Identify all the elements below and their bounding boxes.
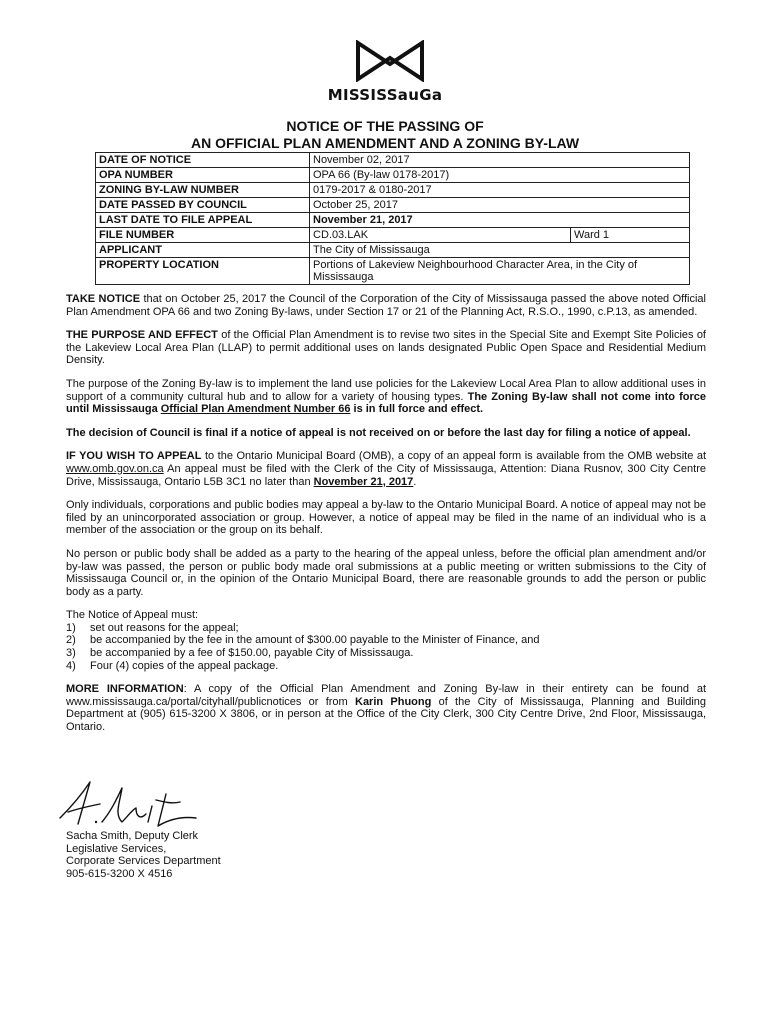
row-label: LAST DATE TO FILE APPEAL: [96, 213, 310, 228]
row-label: ZONING BY-LAW NUMBER: [96, 183, 310, 198]
opa-reference: Official Plan Amendment Number 66: [160, 403, 351, 416]
paragraph-text: that on October 25, 2017 the Council of the Corporation of the City of Mississauga passed the above noted Official Plan Amendment OPA 66 and two Zoning By-laws, under Section 17 or 21 of the Planning Act, R.S.O., 1990, c.P.13, as amended.: [66, 293, 706, 318]
row-label: DATE PASSED BY COUNCIL: [96, 198, 310, 213]
omb-website-link[interactable]: www.omb.gov.on.ca: [66, 462, 164, 475]
party-paragraph: [66, 548, 706, 598]
bold-text: The decision of Council is final if a notice of appeal is not received on or before the last day for filing a notice of appeal.: [66, 426, 691, 439]
paragraph-text: to the Ontario Municipal Board (OMB), a copy of an appeal form is available from the OMB website at: [201, 450, 706, 463]
row-value: 0179-2017 & 0180-2017: [310, 183, 690, 198]
appeal-paragraph: [66, 450, 706, 488]
bold-text: The Zoning By-law shall not come into force until Mississauga: [66, 390, 706, 416]
paragraph-text: No person or public body shall be added as a party to the hearing of the appeal unless, before the official plan amendment and/or by-law was passed, the person or public body made oral submissions at a public meeting or written submissions to the City of Mississauga Council or, in the opinion of the Ontario Municipal Board, there are reasonable grounds to add the person or public body as a party.: [66, 547, 706, 598]
table-row: [96, 183, 690, 198]
list-text: be accompanied by a fee of $150.00, payable City of Mississauga.: [90, 647, 414, 660]
appeal-deadline: November 21, 2017: [313, 475, 414, 488]
paragraph-text: The purpose of the Zoning By-law is to implement the land use policies for the Lakeview Local Area Plan to allow additional uses in support of a community cultural hub and to allow for a variety of housing types.: [66, 377, 706, 403]
notice-info-table: [95, 152, 690, 285]
row-label: DATE OF NOTICE: [96, 153, 310, 168]
row-value: The City of Mississauga: [310, 243, 690, 258]
list-item: [66, 660, 706, 673]
row-value: October 25, 2017: [310, 198, 690, 213]
signer-phone: 905-615-3200 X 4516: [66, 867, 173, 880]
list-text: be accompanied by the fee in the amount of $300.00 payable to the Minister of Finance, and: [90, 634, 540, 647]
signer-division: Corporate Services Department: [66, 855, 221, 868]
appeal-requirements: [66, 609, 706, 672]
take-notice-paragraph: [66, 293, 706, 318]
more-information-paragraph: [66, 683, 706, 733]
row-label: OPA NUMBER: [96, 168, 310, 183]
notice-body: [66, 293, 706, 745]
contact-name: Karin Phuong: [355, 695, 432, 708]
row-value: Portions of Lakeview Neighbourhood Character Area, in the City of Mississauga: [310, 258, 690, 285]
list-item: [66, 622, 706, 635]
list-number: 3): [66, 647, 76, 660]
list-item: [66, 634, 706, 647]
row-value: November 02, 2017: [310, 153, 690, 168]
signer-block: [66, 830, 221, 880]
lead-text: MORE INFORMATION: [66, 683, 184, 696]
title-line-1: NOTICE OF THE PASSING OF: [286, 118, 484, 134]
lead-text: IF YOU WISH TO APPEAL: [66, 450, 202, 463]
paragraph-text: An appeal must be filed with the Clerk of the City of Mississauga, Attention: Diana Rusnov, 300 City Centre Drive, Mississauga, Ontario L5B 3C1 no later than: [66, 462, 706, 488]
notice-title: [150, 118, 620, 152]
table-row: [96, 153, 690, 168]
row-value: November 21, 2017: [310, 213, 690, 228]
list-text: Four (4) copies of the appeal package.: [90, 659, 279, 672]
paragraph-text: of the City of Mississauga, Planning and Building Department at (905) 615-3200 X 3806, or in person at the Office of the City Clerk, 300 City Centre Drive, 2nd Floor, Mississauga, Ontario.: [66, 695, 707, 734]
signer-name: Sacha Smith, Deputy Clerk: [66, 830, 199, 842]
row-label: APPLICANT: [96, 243, 310, 258]
handwritten-signature-icon: [56, 772, 216, 834]
purpose-paragraph: [66, 329, 706, 367]
bold-text: is in full force and effect.: [350, 403, 484, 416]
table-row: [96, 258, 690, 285]
list-number: 2): [66, 634, 76, 647]
brand-wordmark: MISSISSauGa: [327, 86, 443, 104]
paragraph-text: : A copy of the Official Plan Amendment and Zoning By-law in their entirety can be found at www.mississauga.ca/portal/cityhall/publicnotices or from: [66, 683, 707, 708]
ward-value: Ward 1: [571, 228, 690, 243]
table-row: [96, 243, 690, 258]
zoning-purpose-paragraph: [66, 378, 706, 416]
list-text: set out reasons for the appeal;: [90, 621, 239, 634]
paragraph-text: Only individuals, corporations and public bodies may appeal a by-law to the Ontario Municipal Board. A notice of appeal may not be filed by an unincorporated association or group. However, a notice of appeal may be filed in the name of an individual who is a member of the association or the group on its behalf.: [66, 499, 706, 537]
mississauga-logo-icon: [355, 40, 425, 82]
lead-text: TAKE NOTICE: [66, 293, 141, 305]
punctuation: .: [413, 475, 417, 488]
row-label: PROPERTY LOCATION: [96, 258, 310, 285]
list-intro: The Notice of Appeal must:: [66, 609, 199, 622]
table-row: [96, 198, 690, 213]
row-label: FILE NUMBER: [96, 228, 310, 243]
table-row: [96, 228, 690, 243]
table-row: [96, 168, 690, 183]
decision-final-paragraph: [66, 427, 706, 440]
paragraph-text: of the Official Plan Amendment is to revise two sites in the Special Site and Exempt Site Policies of the Lakeview Local Area Plan (LLAP) to permit additional uses on lands designated Public Open Space and Residential Medium Density.: [66, 329, 706, 367]
who-may-appeal-paragraph: [66, 499, 706, 537]
title-line-2: AN OFFICIAL PLAN AMENDMENT AND A ZONING BY-LAW: [190, 135, 580, 151]
lead-text: THE PURPOSE AND EFFECT: [66, 329, 218, 342]
requirements-list: [66, 622, 706, 672]
row-value: OPA 66 (By-law 0178-2017): [310, 168, 690, 183]
row-value: CD.03.LAK: [310, 228, 571, 243]
signer-department: Legislative Services,: [66, 842, 167, 855]
list-item: [66, 647, 706, 660]
table-row: [96, 213, 690, 228]
list-number: 1): [66, 621, 76, 634]
list-number: 4): [66, 659, 76, 672]
